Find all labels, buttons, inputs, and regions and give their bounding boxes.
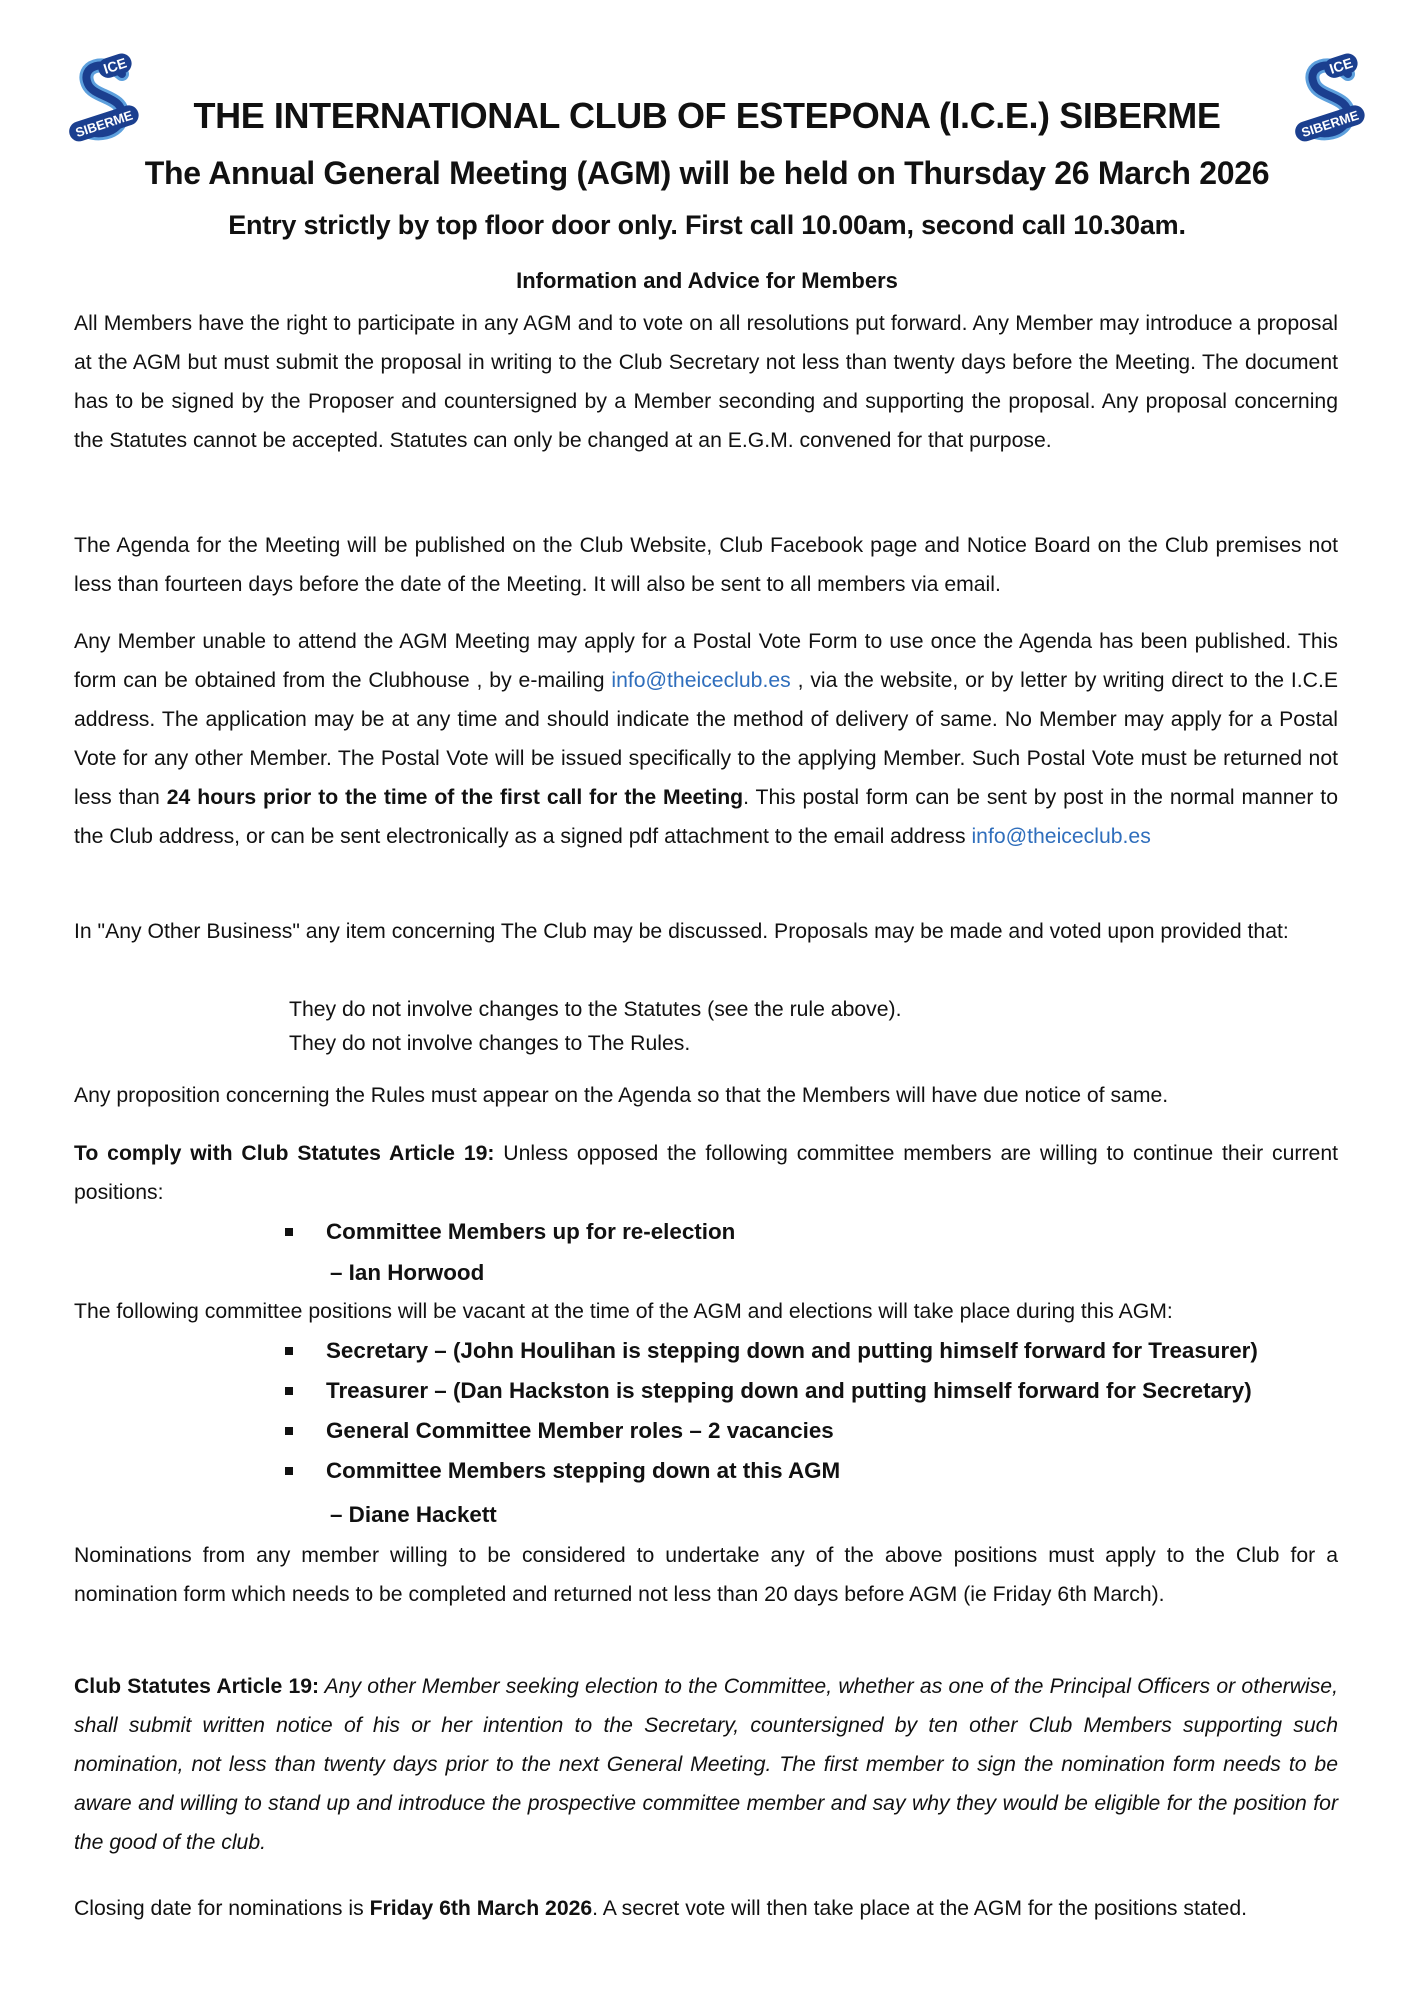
list-item — [285, 1451, 1258, 1491]
email-link[interactable]: info@theiceclub.es — [971, 825, 1151, 848]
list-item — [285, 1212, 735, 1252]
postal-vote-text-1: Any Member unable to attend the AGM Meeting may apply for a Postal Vote Form to use once the Agenda has been published. This form can be obtained from the Clubhouse , by e-mailing — [74, 630, 1338, 692]
list-item — [285, 1411, 1258, 1451]
postal-vote-deadline: 24 hours prior to the time of the first call for the Meeting — [166, 786, 744, 809]
condition-item: They do not involve changes to The Rules. — [289, 1032, 691, 1055]
article-19-label: To comply with Club Statutes Article 19: — [74, 1142, 495, 1165]
stepping-down-label: Committee Members stepping down at this AGM — [326, 1458, 841, 1483]
email-link[interactable]: info@theiceclub.es — [611, 669, 791, 692]
section-heading: Information and Advice for Members — [516, 268, 898, 293]
vacancies-intro: The following committee positions will be vacant at the time of the AGM and elections will take place during this AGM: — [74, 1300, 1173, 1323]
stepping-down-name: – Diane Hackett — [330, 1502, 497, 1527]
reelection-name: – Ian Horwood — [330, 1260, 485, 1285]
postal-vote-text-3: . This postal form can be sent by post in the normal manner to the Club address, or can be sent electronically as a signed pdf attachment to the email address — [74, 786, 1338, 848]
article-19-compliance-paragraph — [74, 1134, 1338, 1212]
nominations-paragraph: Nominations from any member willing to be considered to undertake any of the above positions must apply to the Club for a nomination form which needs to be completed and returned not less than 20 days before AGM (ie Friday 6th March). — [74, 1544, 1338, 1606]
bullet-square-icon — [285, 1467, 293, 1475]
vacancy-general-committee: General Committee Member roles – 2 vacancies — [326, 1418, 834, 1443]
agm-date-heading: The Annual General Meeting (AGM) will be held on Thursday 26 March 2026 — [144, 155, 1270, 191]
postal-vote-paragraph — [74, 622, 1338, 856]
agenda-paragraph: The Agenda for the Meeting will be published on the Club Website, Club Facebook page and Notice Board on the Club premises not less than fourteen days before the date of the Meeting. It will also be sent to all members via email. — [74, 534, 1338, 596]
bullet-square-icon — [285, 1347, 293, 1355]
vacancies-list — [285, 1331, 1258, 1491]
logo-bottom-text: SIBERME — [73, 107, 135, 141]
closing-date: Friday 6th March 2026 — [369, 1897, 593, 1920]
statutes-article-19-label: Club Statutes Article 19: — [74, 1675, 320, 1698]
bullet-square-icon — [285, 1427, 293, 1435]
logo-bottom-text: SIBERME — [1299, 107, 1361, 141]
vacancy-secretary: Secretary – (John Houlihan is stepping down and putting himself forward for Treasurer) — [326, 1338, 1258, 1363]
list-item — [285, 1371, 1258, 1411]
participation-paragraph: All Members have the right to participate in any AGM and to vote on all resolutions put forward. Any Member may introduce a proposal at the AGM but must submit the proposal in writing to the Club Secretary not less than twenty days before the Meeting. The document has to be signed by the Proposer and countersigned by a Member seconding and supporting the proposal. Any proposal concerning the Statutes cannot be accepted. Statutes can only be changed at an E.G.M. convened for that purpose. — [74, 312, 1338, 452]
bullet-square-icon — [285, 1228, 293, 1236]
reelection-list — [285, 1212, 735, 1252]
bullet-square-icon — [285, 1387, 293, 1395]
entry-instructions: Entry strictly by top floor door only. First call 10.00am, second call 10.30am. — [228, 210, 1186, 240]
reelection-label: Committee Members up for re-election — [326, 1219, 736, 1244]
closing-date-paragraph — [74, 1889, 1338, 1928]
closing-date-text-2: . A secret vote will then take place at the AGM for the positions stated. — [592, 1897, 1247, 1920]
article-19-text: Unless opposed the following committee members are willing to continue their current positions: — [74, 1142, 1338, 1204]
vacancy-treasurer: Treasurer – (Dan Hackston is stepping down and putting himself forward for Secretary) — [326, 1378, 1252, 1403]
closing-date-text-1: Closing date for nominations is — [74, 1897, 370, 1920]
statutes-article-19-paragraph — [74, 1667, 1338, 1862]
club-title: THE INTERNATIONAL CLUB OF ESTEPONA (I.C.E.) SIBERME — [193, 95, 1221, 136]
statutes-article-19-text: Any other Member seeking election to the Committee, whether as one of the Principal Officers or otherwise, shall submit written notice of his or her intention to the Secretary, countersigned by ten other Club Members supporting such nomination, not less than twenty days prior to the next General Meeting. The first member to sign the nomination form needs to be aware and willing to stand up and introduce the prospective committee member and say why they would be eligible for the position for the good of the club. — [74, 1675, 1338, 1854]
postal-vote-text-2: , via the website, or by letter by writing direct to the I.C.E address. The application may be at any time and should indicate the method of delivery of same. No Member may apply for a Postal Vote for any other Member. The Postal Vote will be issued specifically to the applying Member. Such Postal Vote must be returned not less than — [74, 669, 1339, 809]
condition-item: They do not involve changes to the Statutes (see the rule above). — [289, 998, 902, 1021]
any-other-business-paragraph: In "Any Other Business" any item concerning The Club may be discussed. Proposals may be made and voted upon provided that: — [74, 920, 1289, 943]
logo-top-text: ICE — [1327, 54, 1355, 77]
logo-top-text: ICE — [101, 54, 129, 77]
rules-proposition-paragraph: Any proposition concerning the Rules must appear on the Agenda so that the Members will have due notice of same. — [74, 1084, 1169, 1107]
list-item — [285, 1331, 1258, 1371]
